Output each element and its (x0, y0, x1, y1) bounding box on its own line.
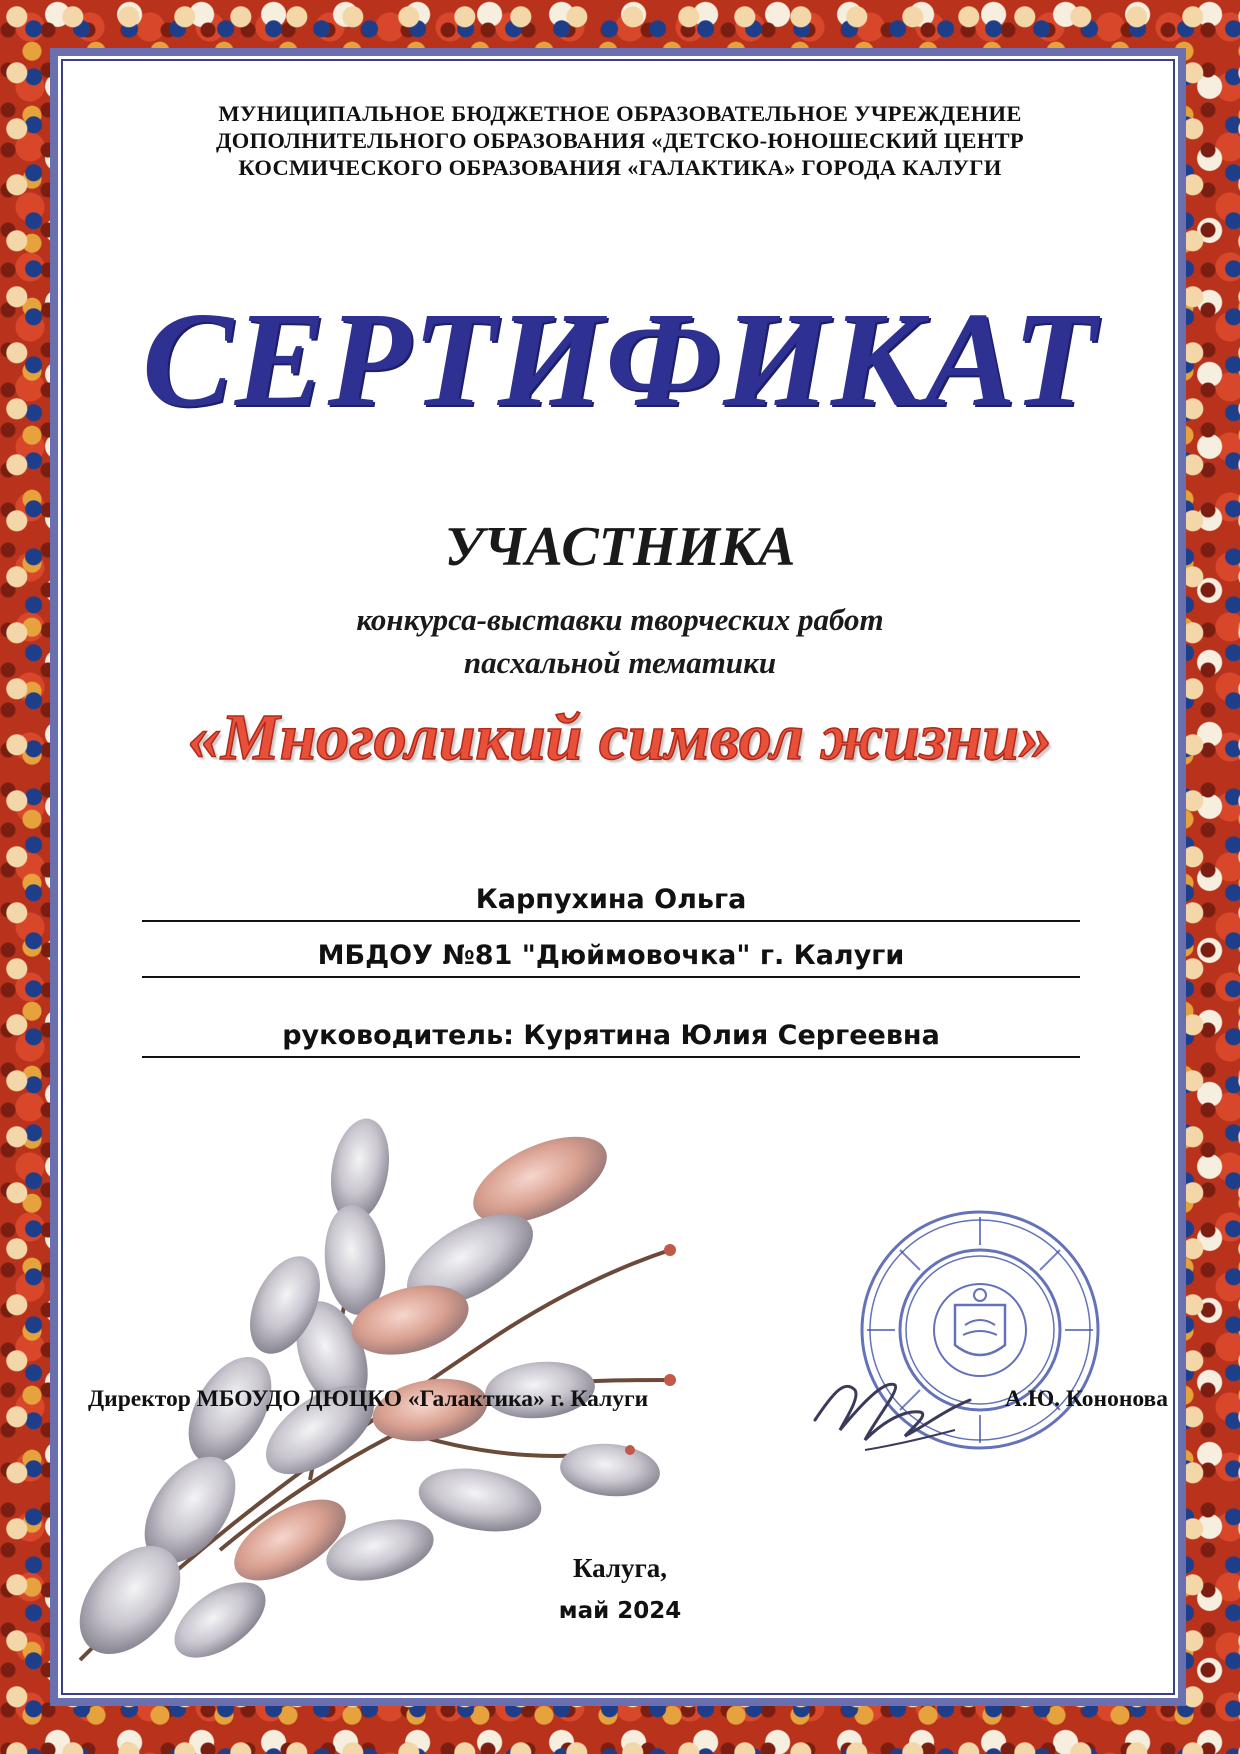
issue-city: Калуга, (572, 1553, 668, 1583)
issue-date: май 2024 (558, 1598, 682, 1624)
contest-name: «Многоликий символ жизни» (187, 701, 1053, 774)
header-line-1: МУНИЦИПАЛЬНОЕ БЮДЖЕТНОЕ ОБРАЗОВАТЕЛЬНОЕ УЧРЕЖДЕНИЕ (218, 101, 1022, 126)
certificate-subtitle: УЧАСТНИКА (444, 516, 796, 578)
director-title: Директор МБОУДО ДЮЦКО «Галактика» г. Калуги (88, 1386, 649, 1412)
recipient-supervisor: руководитель: Курятина Юлия Сергеевна (142, 1016, 1080, 1058)
organization-header (0, 100, 1240, 181)
contest-description-line-2: пасхальной тематики (463, 645, 777, 680)
certificate-title: СЕРТИФИКАТ (142, 285, 1098, 435)
contest-description (0, 598, 1240, 684)
header-line-3: КОСМИЧЕСКОГО ОБРАЗОВАНИЯ «ГАЛАКТИКА» ГОРОДА КАЛУГИ (238, 155, 1002, 180)
director-signature-line (88, 1386, 1168, 1418)
director-name: А.Ю. Кононова (1004, 1386, 1168, 1412)
contest-description-line-1: конкурса-выставки творческих работ (356, 602, 884, 637)
header-line-2: ДОПОЛНИТЕЛЬНОГО ОБРАЗОВАНИЯ «ДЕТСКО-ЮНОШЕСКИЙ ЦЕНТР (216, 128, 1024, 153)
recipient-organization: МБДОУ №81 "Дюймовочка" г. Калуги (142, 936, 1080, 978)
recipient-name: Карпухина Ольга (142, 880, 1080, 922)
